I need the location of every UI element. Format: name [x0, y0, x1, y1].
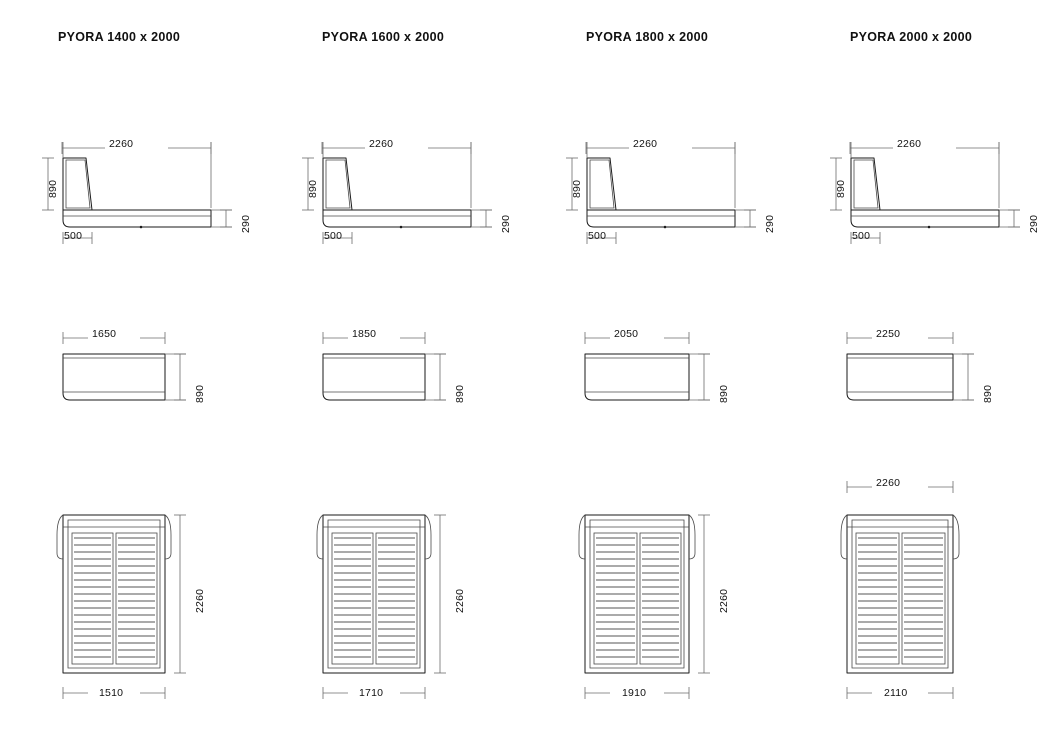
top-view-2 [264, 495, 528, 720]
backrest-height-dim-3: 890 [571, 179, 583, 198]
front-view-3 [528, 320, 792, 430]
side-length-dim-2: 2260 [369, 138, 394, 150]
top-depth-dim-1: 2260 [194, 588, 206, 613]
top-view-1 [0, 495, 264, 720]
top-view-3 [528, 495, 792, 720]
front-view-1 [0, 320, 264, 430]
top-view-4 [792, 465, 1056, 720]
backrest-depth-dim-2: 500 [324, 230, 343, 242]
top-depth-dim-2: 2260 [454, 588, 466, 613]
backrest-depth-dim-3: 500 [588, 230, 607, 242]
side-length-dim-1: 2260 [109, 138, 134, 150]
product-column-4 [792, 0, 1056, 748]
side-view-3 [528, 130, 792, 250]
front-view-2 [264, 320, 528, 430]
product-title-1: PYORA 1400 x 2000 [58, 30, 181, 44]
product-title-3: PYORA 1800 x 2000 [586, 30, 709, 44]
product-column-3 [528, 0, 792, 748]
top-depth-dim-3: 2260 [718, 588, 730, 613]
backrest-height-dim-1: 890 [47, 179, 59, 198]
front-width-dim-1: 1650 [92, 328, 117, 340]
base-height-dim-2: 290 [500, 214, 512, 233]
backrest-depth-dim-4: 500 [852, 230, 871, 242]
side-length-dim-4: 2260 [897, 138, 922, 150]
base-height-dim-1: 290 [240, 214, 252, 233]
base-height-dim-4: 290 [1028, 214, 1040, 233]
top-width-dim-4: 2110 [884, 687, 908, 699]
side-view-1 [0, 130, 264, 250]
backrest-height-dim-4: 890 [835, 179, 847, 198]
top-width-dim-3: 1910 [622, 687, 647, 699]
top-width-dim-1: 1510 [99, 687, 124, 699]
backrest-depth-dim-1: 500 [64, 230, 83, 242]
product-title-2: PYORA 1600 x 2000 [322, 30, 445, 44]
side-view-2 [264, 130, 528, 250]
front-height-dim-4: 890 [982, 384, 994, 403]
top-width-dim-2: 1710 [359, 687, 384, 699]
front-height-dim-1: 890 [194, 384, 206, 403]
side-length-dim-3: 2260 [633, 138, 658, 150]
front-width-dim-2: 1850 [352, 328, 377, 340]
product-column-2 [264, 0, 528, 748]
top-depth-dim-4: 2260 [876, 477, 901, 489]
front-width-dim-4: 2250 [876, 328, 901, 340]
product-title-4: PYORA 2000 x 2000 [850, 30, 973, 44]
side-view-4 [792, 130, 1056, 250]
front-height-dim-2: 890 [454, 384, 466, 403]
front-view-4 [792, 320, 1056, 430]
product-column-1 [0, 0, 264, 748]
front-width-dim-3: 2050 [614, 328, 639, 340]
front-height-dim-3: 890 [718, 384, 730, 403]
backrest-height-dim-2: 890 [307, 179, 319, 198]
base-height-dim-3: 290 [764, 214, 776, 233]
